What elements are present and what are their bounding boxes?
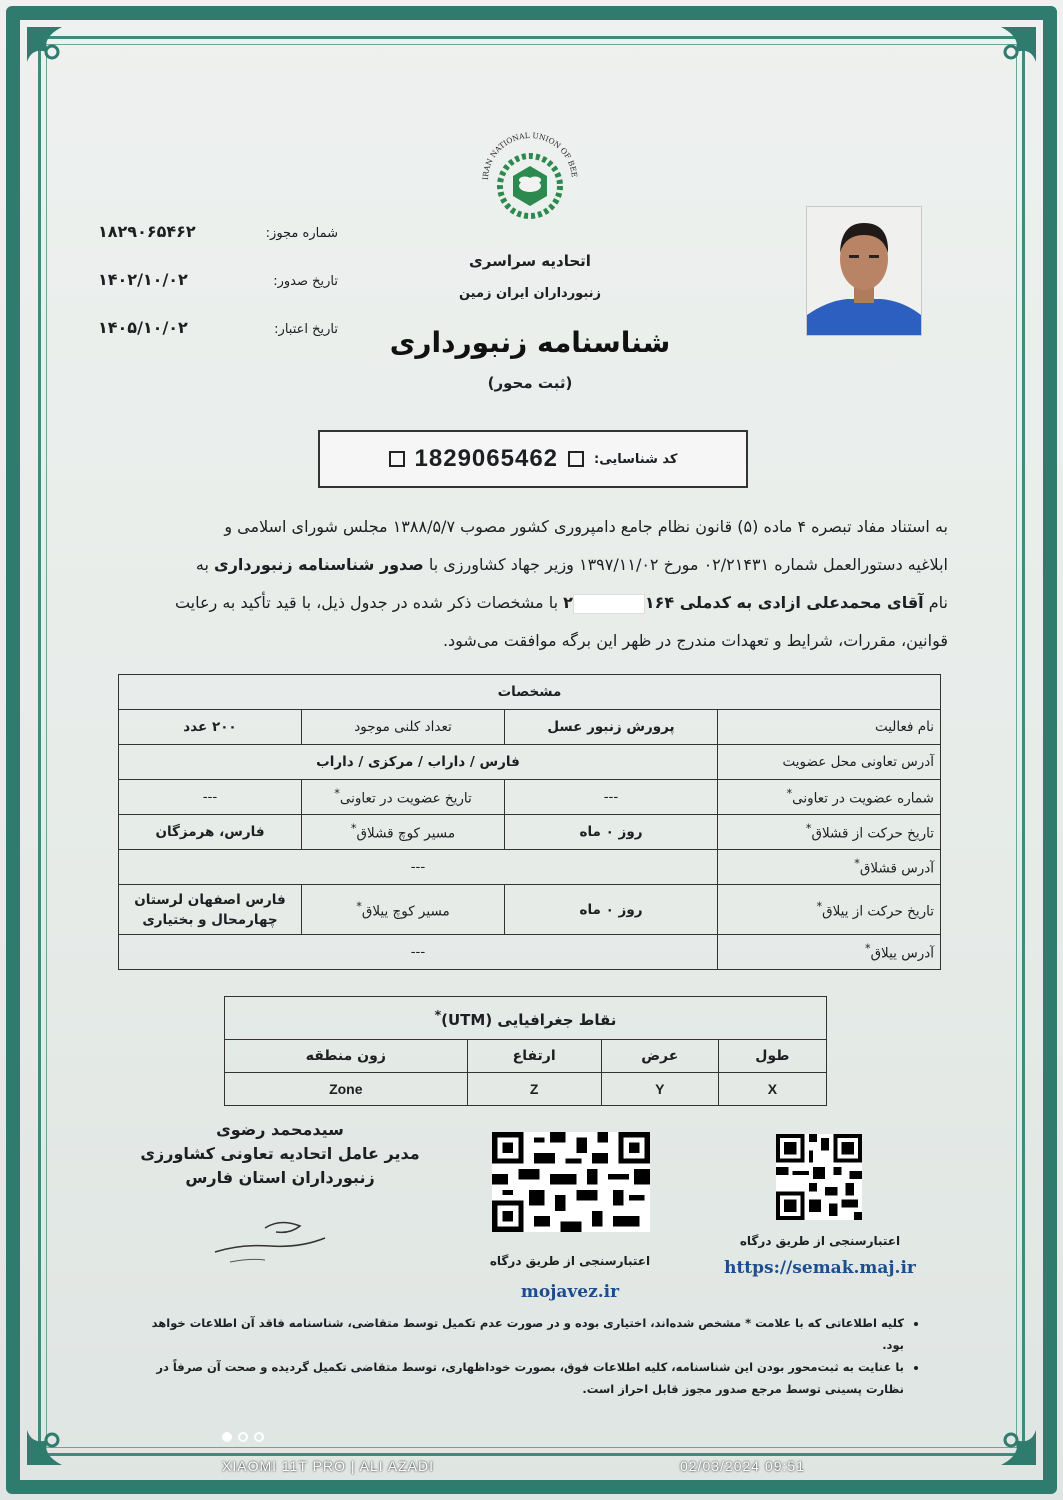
dot-icon	[238, 1432, 248, 1442]
colonies-label: تعداد کلنی موجود	[302, 710, 505, 745]
table-row	[119, 780, 941, 815]
summer-route-label	[302, 885, 505, 935]
optional-star: *	[334, 787, 340, 801]
paragraph-line: قوانین، مقررات، شرایط و تعهدات مندرج در ظهر این برگه موافقت می‌شود.	[442, 631, 948, 650]
coop-address-value: فارس / داراب / مرکزی / داراب	[119, 745, 718, 780]
utm-title-text: نقاط جغرافیایی (UTM)	[441, 1011, 617, 1029]
union-logo	[470, 118, 590, 238]
membership-date-value: ---	[119, 780, 302, 815]
label-text: تاریخ حرکت از ییلاق	[822, 903, 934, 920]
utm-value-y: Y	[601, 1073, 718, 1106]
approval-paragraph	[118, 508, 948, 660]
semak-link[interactable]: https://semak.maj.ir	[724, 1258, 916, 1278]
summer-move-date-label	[718, 885, 941, 935]
utm-value-z: Z	[467, 1073, 601, 1106]
paragraph-line	[118, 584, 948, 622]
utm-title	[225, 997, 827, 1040]
left-portal-caption: اعتبارسنجی از طریق درگاه	[489, 1254, 651, 1268]
activity-value: پرورش زنبور عسل	[505, 710, 718, 745]
utm-header-zone: زون منطقه	[225, 1040, 468, 1073]
optional-star: *	[816, 899, 823, 913]
note-item: • با عنایت به ثبت‌محور بودن این شناسنامه، کلیه اطلاعات فوق، بصورت خوداظهاری، توسط متقاضی تکمیل گردیده و صحت آن صرفاً در	[150, 1356, 904, 1378]
table-row	[225, 997, 827, 1040]
table-row	[119, 850, 941, 885]
winter-move-date-value: روز ۰ ماه	[505, 815, 718, 850]
paragraph-text: به	[195, 555, 215, 574]
table-row	[119, 815, 941, 850]
validity-date-row	[98, 318, 338, 337]
license-label: شماره مجوز:	[265, 226, 338, 241]
paragraph-text: نام	[923, 593, 948, 612]
paragraph-line: به استناد مفاد تبصره ۴ ماده (۵) قانون نظام جامع دامپروری کشور مصوب ۱۳۸۸/۵/۷ مجلس شورای اسلامی و	[224, 517, 948, 536]
optional-star: *	[805, 822, 812, 836]
signatory-name: سیدمحمد رضوی	[216, 1120, 344, 1139]
membership-number-label	[718, 780, 941, 815]
summer-address-value: ---	[119, 935, 718, 970]
issue-date-value: ۱۴۰۲/۱۰/۰۲	[98, 270, 188, 289]
identification-code-box	[318, 430, 748, 488]
corner-ornament-icon	[971, 1400, 1041, 1470]
dot-icon	[254, 1432, 264, 1442]
winter-route-label	[302, 815, 505, 850]
corner-ornament-icon	[22, 1400, 92, 1470]
coop-address-label: آدرس تعاونی محل عضویت	[718, 745, 941, 780]
corner-ornament-icon	[22, 22, 92, 92]
label-text: مسیر کوچ قشلاق	[356, 825, 456, 842]
note-continuation: نظارت پسینی توسط مرجع صدور مجوز قابل احراز است.	[582, 1382, 904, 1396]
label-text: تاریخ حرکت از قشلاق	[811, 825, 934, 842]
table-title: مشخصات	[119, 675, 941, 710]
winter-route-value: فارس، هرمزگان	[119, 815, 302, 850]
issue-date-label: تاریخ صدور:	[273, 274, 338, 289]
label-text: شماره عضویت در تعاونی	[792, 790, 934, 807]
utm-value-zone: Zone	[225, 1073, 468, 1106]
route-line: فارس اصفهان لرستان	[134, 891, 286, 908]
right-portal-caption: اعتبارسنجی از طریق درگاه	[739, 1234, 901, 1248]
label-text: آدرس قشلاق	[859, 860, 934, 877]
license-row	[98, 222, 338, 241]
signature-icon	[210, 1214, 330, 1274]
optional-star: *	[786, 787, 793, 801]
table-row	[119, 935, 941, 970]
label-text: مسیر کوچ ییلاق	[361, 903, 450, 920]
license-value: ۱۸۲۹۰۶۵۴۶۲	[98, 222, 196, 241]
validity-date-label: تاریخ اعتبار:	[274, 322, 338, 337]
winter-move-date-label	[718, 815, 941, 850]
mojavez-link[interactable]: mojavez.ir	[520, 1282, 620, 1302]
issue-date-row	[98, 270, 338, 289]
checkbox-icon	[568, 451, 584, 467]
redacted-area	[573, 594, 645, 614]
utm-table	[224, 996, 827, 1106]
page-indicator-icon	[222, 1432, 264, 1442]
notes-section	[150, 1312, 920, 1400]
table-row	[225, 1040, 827, 1073]
paragraph-text: با مشخصات ذکر شده در جدول ذیل، با قید تأکید به رعایت	[174, 593, 564, 612]
table-row	[119, 710, 941, 745]
optional-star: *	[864, 942, 871, 956]
national-id-tail: ۲	[563, 593, 573, 612]
paragraph-line	[118, 546, 948, 584]
table-row	[119, 675, 941, 710]
qr-code-left-icon[interactable]	[492, 1132, 650, 1232]
signatory-organization: زنبورداران استان فارس	[185, 1168, 375, 1187]
specifications-table	[118, 674, 941, 970]
utm-header-longitude: طول	[718, 1040, 826, 1073]
corner-ornament-icon	[971, 22, 1041, 92]
note-item: • کلیه اطلاعاتی که با علامت * مشخص شده‌اند، اختیاری بوده و در صورت عدم تکمیل توسط متقاضی، شناسنامه فاقد آن اطلاعات خواهد بود.	[150, 1312, 904, 1356]
document-title: شناسنامه زنبورداری	[389, 326, 671, 359]
activity-label: نام فعالیت	[718, 710, 941, 745]
union-subtitle: زنبورداران ایران زمین	[458, 286, 602, 301]
capture-timestamp: 02/03/2024 09:51	[680, 1458, 805, 1474]
utm-value-x: X	[718, 1073, 826, 1106]
table-row	[119, 885, 941, 935]
signatory-role: مدیر عامل اتحادیه تعاونی کشاورزی	[140, 1144, 420, 1163]
membership-number-value: ---	[505, 780, 718, 815]
union-title: اتحادیه سراسری	[469, 252, 591, 270]
optional-star: *	[356, 899, 362, 913]
optional-star: *	[350, 822, 357, 836]
summer-move-date-value: روز ۰ ماه	[505, 885, 718, 935]
membership-date-label	[302, 780, 505, 815]
logo-text: IRAN NATIONAL UNION OF BEE	[480, 130, 579, 181]
summer-route-value	[119, 885, 302, 935]
camera-watermark: XIAOMI 11T PRO | ALI AZADI	[222, 1458, 434, 1474]
colonies-value: ۲۰۰ عدد	[119, 710, 302, 745]
optional-star: *	[434, 1007, 442, 1022]
paragraph-text: ابلاغیه دستورالعمل شماره ۰۲/۲۱۴۳۱ مورخ ۱۳۹۷/۱۱/۰۲ وزیر جهاد کشاورزی با	[423, 555, 948, 574]
checkbox-icon	[389, 451, 405, 467]
label-text: تاریخ عضویت در تعاونی	[339, 790, 472, 807]
winter-address-value: ---	[119, 850, 718, 885]
optional-star: *	[854, 857, 860, 871]
label-text: آدرس ییلاق	[870, 945, 934, 962]
signatory-block	[130, 1118, 430, 1190]
summer-address-label	[718, 935, 941, 970]
winter-address-label	[718, 850, 941, 885]
paragraph-emphasis: صدور شناسنامه زنبورداری	[214, 555, 424, 574]
identification-code-label: کد شناسایی:	[594, 451, 678, 467]
dot-icon	[222, 1432, 232, 1442]
holder-photo	[806, 206, 922, 336]
validity-date-value: ۱۴۰۵/۱۰/۰۲	[98, 318, 188, 337]
utm-header-altitude: ارتفاع	[467, 1040, 601, 1073]
document-subtitle: (ثبت محور)	[487, 374, 573, 392]
identification-code-value: 1829065462	[414, 445, 559, 472]
table-row	[225, 1073, 827, 1106]
table-row	[119, 745, 941, 780]
qr-code-right-icon[interactable]	[776, 1134, 862, 1220]
utm-header-latitude: عرض	[601, 1040, 718, 1073]
holder-name: آقای محمدعلی ازادی به کدملی ۱۶۴	[644, 593, 924, 612]
route-line: چهارمحال و بختیاری	[142, 911, 278, 928]
